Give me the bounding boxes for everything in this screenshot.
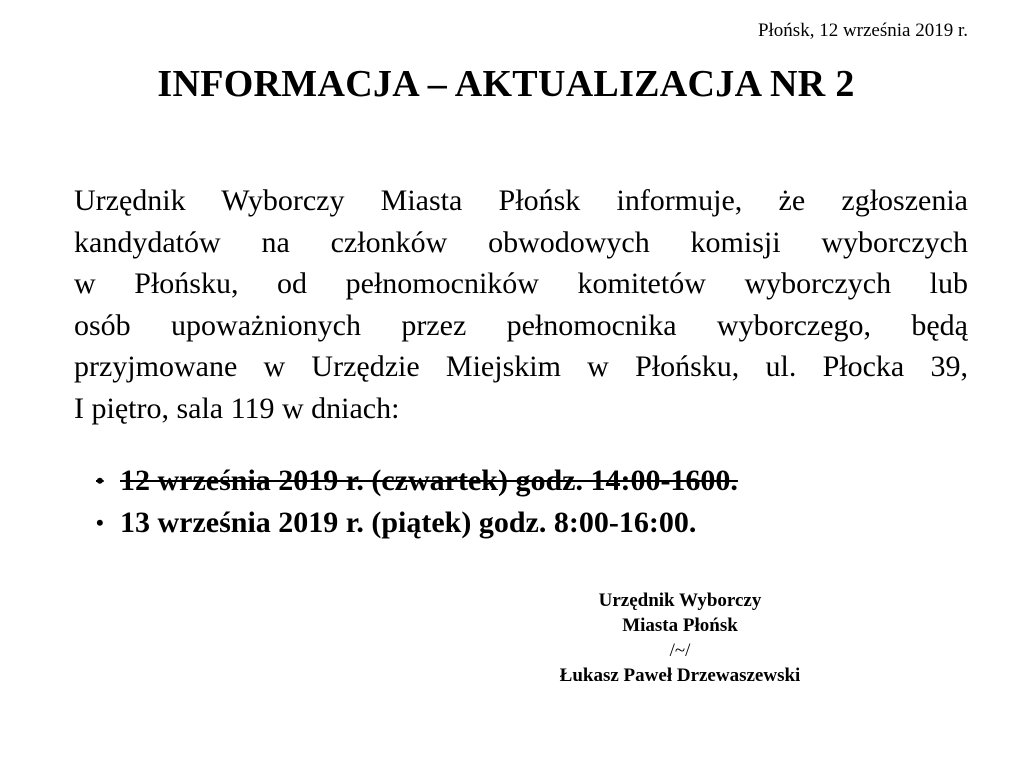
- bullet-icon: •: [96, 510, 104, 535]
- signature-name: Łukasz Paweł Drzewaszewski: [559, 665, 801, 686]
- signature-subtitle: Miasta Płońsk: [622, 615, 738, 636]
- body-line: w Płońsku, od pełnomocników komitetów wyborczych lub: [74, 267, 968, 300]
- document-title: INFORMACJA – AKTUALIZACJA NR 2: [157, 63, 855, 105]
- date-item: [96, 502, 738, 544]
- date-text: 12 września 2019 r. (czwartek) godz. 14:00-1600.: [120, 464, 738, 497]
- body-line: przyjmowane w Urzędzie Miejskim w Płońsku, ul. Płocka 39,: [74, 350, 968, 383]
- bullet-icon: •: [96, 468, 104, 493]
- signature-mark: /~/: [669, 640, 691, 661]
- announcement-body: [74, 180, 968, 429]
- place-date: Płońsk, 12 września 2019 r.: [757, 20, 968, 41]
- body-line: I piętro, sala 119 w dniach:: [74, 391, 400, 425]
- signature-title: Urzędnik Wyborczy: [598, 590, 762, 611]
- body-line: Urzędnik Wyborczy Miasta Płońsk informuje, że zgłoszenia: [74, 184, 968, 217]
- date-item-struck: [96, 460, 738, 502]
- dates-list: [96, 460, 738, 544]
- body-line: kandydatów na członków obwodowych komisji wyborczych: [74, 225, 968, 259]
- body-line: osób upoważnionych przez pełnomocnika wyborczego, będą: [74, 308, 968, 342]
- date-text: 13 września 2019 r. (piątek) godz. 8:00-16:00.: [120, 506, 697, 539]
- signature-block: [520, 588, 840, 688]
